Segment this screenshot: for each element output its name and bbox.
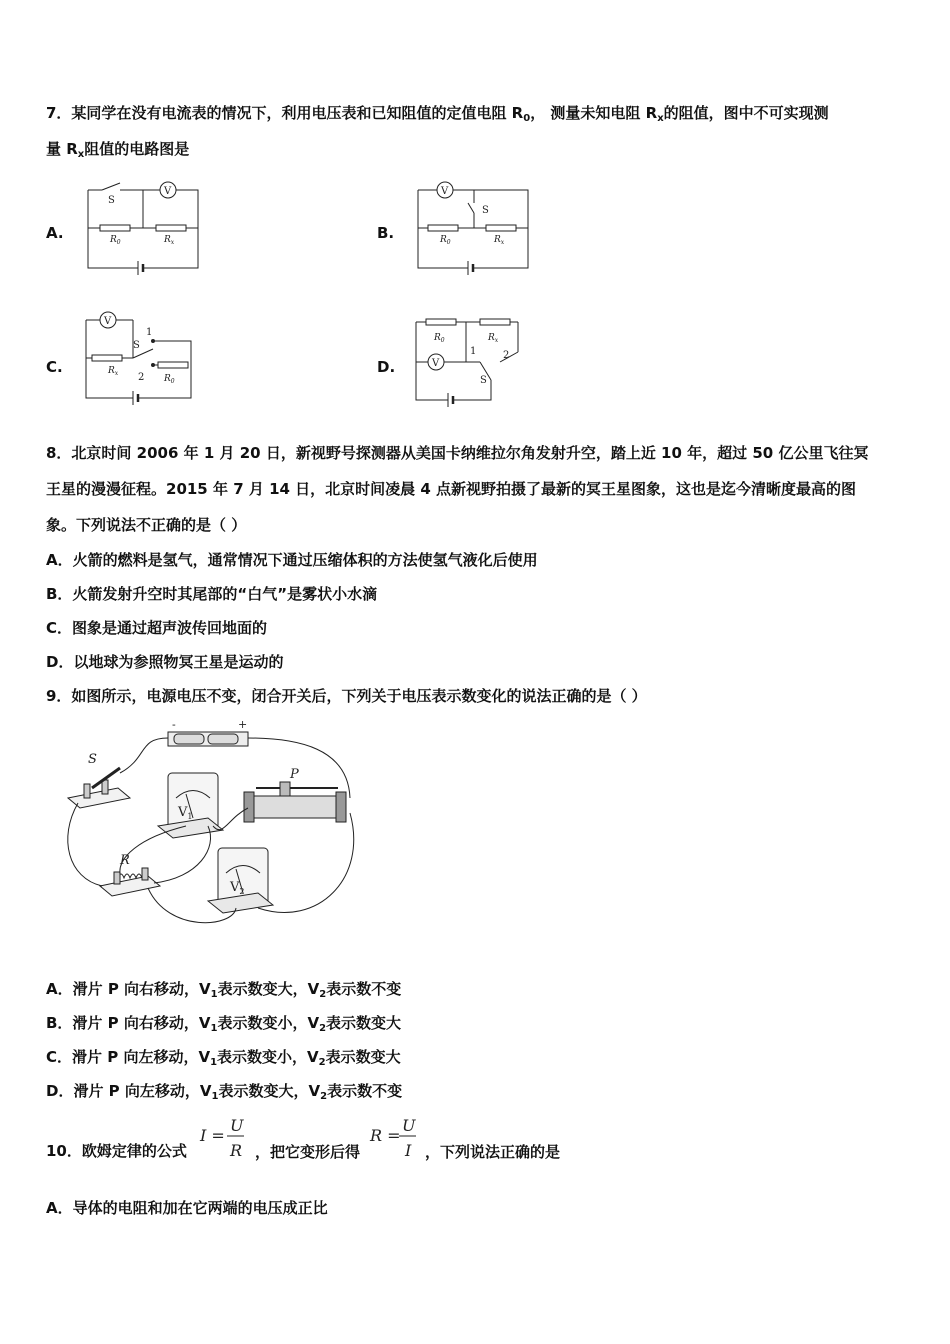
resistor-icon [486, 225, 516, 231]
voltmeter-v2-icon [208, 848, 273, 913]
svg-text:R0: $R_0$ [434, 333, 445, 344]
switch-icon [68, 752, 130, 808]
q10-formula-1 [198, 1112, 248, 1162]
svg-text:Rx: $R_x$ [488, 333, 499, 344]
svg-text:1: 1 [146, 327, 153, 338]
svg-text:R: R [120, 853, 130, 868]
svg-text:R: R [230, 1141, 243, 1160]
q7-circuit-d [408, 310, 538, 415]
q10-stem-pre: 10．欧姆定律的公式 [46, 1142, 187, 1160]
q9-option-b: B．滑片 P 向右移动，$V_1$表示数变小，$V_2$表示数变大 [46, 1014, 402, 1034]
switch-icon [102, 183, 120, 190]
svg-text:Rx: $R_x$ [164, 235, 175, 246]
q7-option-d-label: D. [377, 358, 396, 376]
svg-text:V1: $V_1$ [178, 805, 193, 821]
resistor-icon [426, 319, 456, 325]
svg-text:R0: $R_0$ [164, 374, 175, 385]
q7-option-c-label: C. [46, 358, 63, 376]
q9-option-d: D．滑片 P 向左移动，$V_1$表示数变大，$V_2$表示数不变 [46, 1082, 403, 1102]
svg-text:V2: $V_2$ [230, 880, 245, 896]
resistor-icon [480, 319, 510, 325]
svg-text:-: - [172, 718, 176, 731]
q8-stem-line2: 王星的漫漫征程。2015 年 7 月 14 日，北京时间凌晨 4 点新视野拍摄了最新的冥王星图象，这也是迄今清晰度最高的图 [46, 480, 857, 498]
rheostat-icon [244, 767, 346, 822]
svg-text:1: 1 [470, 346, 477, 357]
svg-text:V: V [432, 358, 440, 369]
svg-text:R0: $R_0$ [110, 235, 121, 246]
svg-text:Rx: $R_x$ [494, 235, 505, 246]
q10-option-a: A．导体的电阻和加在它两端的电压成正比 [46, 1199, 328, 1217]
q10-stem-mid: ，把它变形后得 [255, 1143, 361, 1161]
switch-icon [468, 203, 474, 213]
q7-stem-line1: 7．某同学在没有电流表的情况下，利用电压表和已知阻值的定值电阻 $R_0$， 测量未知电阻 $R_x$的阻值，图中不可实现测 [46, 104, 829, 124]
svg-text:S: S [88, 752, 97, 767]
q7-stem-line2: 量 $R_x$阻值的电路图是 [46, 140, 190, 160]
resistor-r-icon [100, 853, 160, 896]
q7-circuit-b [410, 175, 560, 275]
q10-stem-post: ，下列说法正确的是 [425, 1143, 561, 1161]
q8-option-a: A．火箭的燃料是氢气，通常情况下通过压缩体积的方法使氢气液化后使用 [46, 551, 538, 569]
battery-icon [168, 718, 248, 746]
svg-text:S: S [133, 340, 140, 351]
q8-option-c: C．图象是通过超声波传回地面的 [46, 619, 268, 637]
svg-text:S: S [108, 195, 115, 206]
resistor-icon [428, 225, 458, 231]
q7-option-b-label: B. [377, 224, 395, 242]
q8-stem-line3: 象。下列说法不正确的是（ ） [46, 516, 247, 534]
q10-formula-2 [368, 1112, 423, 1162]
svg-text:I =: I = [200, 1126, 225, 1145]
svg-text:V: V [441, 186, 449, 197]
svg-text:I: I [405, 1141, 412, 1160]
svg-text:+: + [238, 718, 248, 731]
svg-text:R =: R = [370, 1126, 401, 1145]
resistor-icon [158, 362, 188, 368]
q9-option-a: A．滑片 P 向右移动，$V_1$表示数变大，$V_2$表示数不变 [46, 980, 402, 1000]
resistor-icon [92, 355, 122, 361]
svg-text:V: V [104, 316, 112, 327]
svg-text:2: 2 [138, 372, 145, 383]
svg-text:V: V [164, 186, 172, 197]
svg-text:R0: $R_0$ [440, 235, 451, 246]
q8-option-d: D．以地球为参照物冥王星是运动的 [46, 653, 284, 671]
q7-circuit-a [80, 175, 230, 275]
q7-circuit-c [78, 305, 208, 415]
q7-option-a-label: A. [46, 224, 64, 242]
svg-text:S: S [480, 375, 487, 386]
voltmeter-v1-icon [158, 773, 223, 838]
svg-text:2: 2 [503, 350, 510, 361]
q9-circuit-figure [58, 718, 368, 940]
svg-text:U: U [230, 1116, 244, 1135]
resistor-icon [156, 225, 186, 231]
svg-text:S: S [482, 205, 489, 216]
q8-stem-line1: 8．北京时间 2006 年 1 月 20 日，新视野号探测器从美国卡纳维拉尔角发射升空，踏上近 10 年，超过 50 亿公里飞往冥 [46, 444, 869, 462]
svg-text:P: P [290, 767, 299, 782]
q9-stem: 9．如图所示，电源电压不变，闭合开关后，下列关于电压表示数变化的说法正确的是（ ） [46, 687, 647, 705]
q8-option-b: B．火箭发射升空时其尾部的“白气”是雾状小水滴 [46, 585, 378, 603]
svg-text:Rx: $R_x$ [108, 366, 119, 377]
svg-text:U: U [402, 1116, 416, 1135]
q9-option-c: C．滑片 P 向左移动，$V_1$表示数变小，$V_2$表示数变大 [46, 1048, 401, 1068]
resistor-icon [100, 225, 130, 231]
